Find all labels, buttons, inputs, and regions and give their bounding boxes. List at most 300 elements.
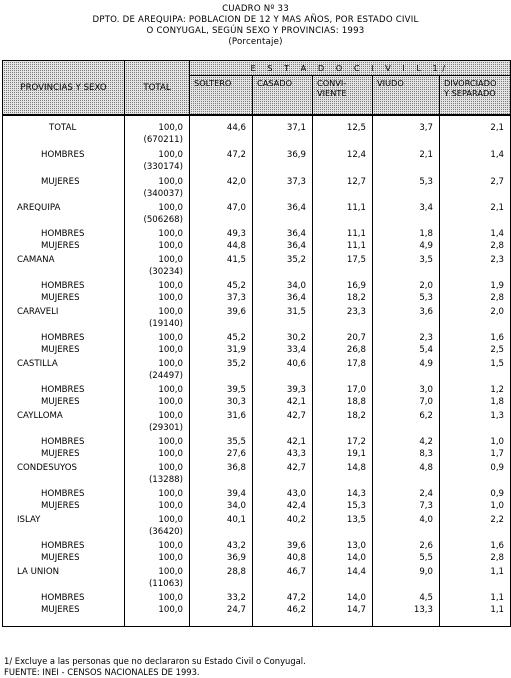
cell-casado: 35,2 (253, 255, 313, 267)
cell-absolute-total: (506268) (125, 215, 190, 227)
cell-soltero: 39,5 (190, 385, 253, 397)
cell-blank (313, 189, 373, 201)
cell-casado: 42,1 (253, 437, 313, 449)
cell-conviviente: 17,5 (313, 255, 373, 267)
row-label: HOMBRES (3, 150, 125, 162)
header-divorciado (440, 76, 511, 116)
cell-blank (190, 215, 253, 227)
row-label: MUJERES (3, 605, 125, 617)
table-row (3, 229, 511, 241)
cell-soltero: 39,4 (190, 489, 253, 501)
cell-blank (253, 475, 313, 487)
table-row (3, 203, 511, 215)
cell-casado: 36,4 (253, 229, 313, 241)
header-conviviente-line2: VIENTE (317, 88, 347, 98)
statistics-table (2, 60, 511, 627)
cell-viudo: 6,2 (373, 411, 440, 423)
cell-viudo: 13,3 (373, 605, 440, 617)
row-label: HOMBRES (3, 229, 125, 241)
cell-soltero: 35,2 (190, 359, 253, 371)
cell-viudo: 4,0 (373, 515, 440, 527)
row-label-blank (3, 319, 125, 331)
table-row (3, 307, 511, 319)
table-row-absolute (3, 135, 511, 147)
cell-blank (440, 189, 511, 201)
row-label-blank (3, 579, 125, 591)
cell-divorciado: 1,0 (440, 437, 511, 449)
table-row (3, 150, 511, 162)
cell-blank (313, 423, 373, 435)
cell-blank (190, 371, 253, 383)
cell-blank (440, 475, 511, 487)
row-label: CAMANA (3, 255, 125, 267)
cell-blank (253, 267, 313, 279)
table-row-absolute (3, 319, 511, 331)
cell-total: 100,0 (125, 489, 190, 501)
cell-conviviente: 17,0 (313, 385, 373, 397)
cell-viudo: 5,4 (373, 345, 440, 357)
cell-total: 100,0 (125, 307, 190, 319)
cell-total: 100,0 (125, 150, 190, 162)
cell-casado: 39,6 (253, 541, 313, 553)
footnote-1: 1/ Excluye a las personas que no declararon su Estado Civil o Conyugal. (4, 656, 306, 666)
table-row (3, 553, 511, 565)
table-row (3, 567, 511, 579)
cell-blank (313, 135, 373, 147)
cell-absolute-total: (670211) (125, 135, 190, 147)
cell-conviviente: 19,1 (313, 449, 373, 461)
cell-conviviente: 26,8 (313, 345, 373, 357)
source-note: FUENTE: INEI - CENSOS NACIONALES DE 1993. (4, 667, 200, 677)
cell-divorciado: 1,4 (440, 150, 511, 162)
cell-blank (373, 579, 440, 591)
cell-blank (190, 423, 253, 435)
cell-soltero: 35,5 (190, 437, 253, 449)
cell-casado: 36,4 (253, 203, 313, 215)
row-label: TOTAL (3, 123, 125, 135)
cell-conviviente: 14,8 (313, 463, 373, 475)
row-label: MUJERES (3, 241, 125, 253)
row-label: HOMBRES (3, 333, 125, 345)
cell-blank (313, 162, 373, 174)
cell-casado: 40,8 (253, 553, 313, 565)
cell-total: 100,0 (125, 123, 190, 135)
cell-soltero: 42,0 (190, 177, 253, 189)
cell-viudo: 2,3 (373, 333, 440, 345)
cell-conviviente: 14,7 (313, 605, 373, 617)
cell-casado: 34,0 (253, 281, 313, 293)
cell-viudo: 7,3 (373, 501, 440, 513)
cell-soltero: 34,0 (190, 501, 253, 513)
cell-total: 100,0 (125, 437, 190, 449)
cell-casado: 31,5 (253, 307, 313, 319)
cell-divorciado: 2,5 (440, 345, 511, 357)
table-row (3, 515, 511, 527)
cell-conviviente: 13,5 (313, 515, 373, 527)
cell-divorciado: 2,8 (440, 241, 511, 253)
cell-divorciado: 1,1 (440, 593, 511, 605)
row-label: AREQUIPA (3, 203, 125, 215)
cell-total: 100,0 (125, 241, 190, 253)
cell-total: 100,0 (125, 345, 190, 357)
cell-divorciado: 1,6 (440, 333, 511, 345)
cell-viudo: 3,0 (373, 385, 440, 397)
cell-blank (253, 319, 313, 331)
header-estado-civil: E S T A D O C I V I L 1/ (190, 61, 511, 76)
cell-viudo: 4,9 (373, 241, 440, 253)
table-row (3, 281, 511, 293)
table-row (3, 359, 511, 371)
cell-soltero: 24,7 (190, 605, 253, 617)
cell-casado: 47,2 (253, 593, 313, 605)
table-row-absolute (3, 189, 511, 201)
cell-absolute-total: (36420) (125, 527, 190, 539)
cell-blank (440, 423, 511, 435)
table-row (3, 437, 511, 449)
cell-viudo: 5,3 (373, 293, 440, 305)
row-label-blank (3, 135, 125, 147)
cell-viudo: 4,8 (373, 463, 440, 475)
cell-blank (190, 475, 253, 487)
cell-blank (373, 162, 440, 174)
row-label: CARAVELI (3, 307, 125, 319)
header-casado: CASADO (253, 76, 313, 116)
cell-casado: 46,2 (253, 605, 313, 617)
cell-divorciado: 2,1 (440, 203, 511, 215)
row-label: MUJERES (3, 345, 125, 357)
table-row (3, 463, 511, 475)
cell-blank (313, 267, 373, 279)
table-row-absolute (3, 423, 511, 435)
table-row (3, 501, 511, 513)
row-label: LA UNION (3, 567, 125, 579)
cell-soltero: 30,3 (190, 397, 253, 409)
row-label: HOMBRES (3, 281, 125, 293)
cell-casado: 33,4 (253, 345, 313, 357)
cell-blank (253, 162, 313, 174)
cell-conviviente: 14,0 (313, 593, 373, 605)
table-row-absolute (3, 215, 511, 227)
header-divorciado-line2: Y SEPARADO (444, 88, 496, 98)
table-row (3, 123, 511, 135)
table-row-absolute (3, 267, 511, 279)
cell-blank (313, 319, 373, 331)
header-divorciado-line1: DIVORCIADO (444, 78, 497, 88)
cell-conviviente: 17,2 (313, 437, 373, 449)
cell-total: 100,0 (125, 397, 190, 409)
cell-divorciado: 1,6 (440, 541, 511, 553)
cell-total: 100,0 (125, 333, 190, 345)
cell-casado: 37,3 (253, 177, 313, 189)
cell-total: 100,0 (125, 515, 190, 527)
cell-soltero: 47,2 (190, 150, 253, 162)
header-viudo: VIUDO (373, 76, 440, 116)
row-label-blank (3, 423, 125, 435)
cell-blank (190, 162, 253, 174)
cell-soltero: 44,6 (190, 123, 253, 135)
cell-conviviente: 12,7 (313, 177, 373, 189)
header-conviviente-line1: CONVI- (317, 78, 347, 88)
cell-total: 100,0 (125, 463, 190, 475)
cell-viudo: 3,5 (373, 255, 440, 267)
cell-divorciado: 1,7 (440, 449, 511, 461)
cell-viudo: 4,5 (373, 593, 440, 605)
cell-casado: 36,9 (253, 150, 313, 162)
row-label: HOMBRES (3, 437, 125, 449)
row-label: MUJERES (3, 553, 125, 565)
cell-conviviente: 13,0 (313, 541, 373, 553)
cell-divorciado: 1,4 (440, 229, 511, 241)
table-row-absolute (3, 371, 511, 383)
table-number: CUADRO Nº 33 (222, 4, 289, 14)
footnotes (4, 656, 306, 678)
cell-conviviente: 17,8 (313, 359, 373, 371)
cell-casado: 42,7 (253, 411, 313, 423)
cell-casado: 36,4 (253, 241, 313, 253)
cell-absolute-total: (330174) (125, 162, 190, 174)
cell-total: 100,0 (125, 553, 190, 565)
table-title-block (0, 4, 511, 48)
cell-casado: 37,1 (253, 123, 313, 135)
table-bottom (3, 616, 511, 627)
cell-blank (253, 135, 313, 147)
table-title-line1: DPTO. DE AREQUIPA: POBLACION DE 12 Y MAS AÑOS, POR ESTADO CIVIL (92, 15, 419, 25)
cell-soltero: 44,8 (190, 241, 253, 253)
cell-total: 100,0 (125, 449, 190, 461)
cell-conviviente: 14,0 (313, 553, 373, 565)
table-row (3, 345, 511, 357)
row-label: CONDESUYOS (3, 463, 125, 475)
cell-conviviente: 11,1 (313, 241, 373, 253)
cell-blank (440, 135, 511, 147)
cell-conviviente: 12,5 (313, 123, 373, 135)
table-row (3, 255, 511, 267)
header-conviviente (313, 76, 373, 116)
cell-conviviente: 11,1 (313, 229, 373, 241)
cell-blank (190, 135, 253, 147)
row-label: MUJERES (3, 501, 125, 513)
cell-soltero: 27,6 (190, 449, 253, 461)
table-row (3, 241, 511, 253)
cell-viudo: 3,7 (373, 123, 440, 135)
cell-viudo: 5,3 (373, 177, 440, 189)
cell-casado: 46,7 (253, 567, 313, 579)
cell-soltero: 31,6 (190, 411, 253, 423)
cell-total: 100,0 (125, 255, 190, 267)
cell-blank (373, 215, 440, 227)
cell-conviviente: 18,2 (313, 411, 373, 423)
row-label: HOMBRES (3, 489, 125, 501)
cell-blank (373, 189, 440, 201)
cell-total: 100,0 (125, 177, 190, 189)
cell-soltero: 36,9 (190, 553, 253, 565)
table-row (3, 385, 511, 397)
row-label: MUJERES (3, 397, 125, 409)
cell-viudo: 5,5 (373, 553, 440, 565)
cell-absolute-total: (13288) (125, 475, 190, 487)
table-row (3, 489, 511, 501)
row-label: HOMBRES (3, 541, 125, 553)
cell-blank (373, 135, 440, 147)
table-row (3, 177, 511, 189)
cell-divorciado: 1,2 (440, 385, 511, 397)
cell-blank (190, 189, 253, 201)
table-title-line2: O CONYUGAL, SEGÚN SEXO Y PROVINCIAS: 1993 (146, 26, 365, 36)
table-row (3, 449, 511, 461)
cell-divorciado: 1,1 (440, 605, 511, 617)
row-label-blank (3, 162, 125, 174)
cell-soltero: 33,2 (190, 593, 253, 605)
table-row-absolute (3, 162, 511, 174)
cell-total: 100,0 (125, 541, 190, 553)
cell-blank (253, 527, 313, 539)
cell-blank (253, 371, 313, 383)
cell-total: 100,0 (125, 359, 190, 371)
row-label: HOMBRES (3, 593, 125, 605)
row-label: ISLAY (3, 515, 125, 527)
cell-absolute-total: (30234) (125, 267, 190, 279)
cell-blank (253, 215, 313, 227)
cell-conviviente: 18,8 (313, 397, 373, 409)
cell-blank (313, 215, 373, 227)
cell-viudo: 1,8 (373, 229, 440, 241)
cell-blank (373, 423, 440, 435)
cell-casado: 36,4 (253, 293, 313, 305)
cell-viudo: 2,4 (373, 489, 440, 501)
cell-total: 100,0 (125, 567, 190, 579)
cell-blank (373, 371, 440, 383)
cell-casado: 39,3 (253, 385, 313, 397)
cell-total: 100,0 (125, 203, 190, 215)
cell-blank (440, 215, 511, 227)
cell-divorciado: 2,3 (440, 255, 511, 267)
cell-divorciado: 0,9 (440, 489, 511, 501)
cell-casado: 40,6 (253, 359, 313, 371)
row-label-blank (3, 189, 125, 201)
cell-viudo: 8,3 (373, 449, 440, 461)
cell-blank (313, 475, 373, 487)
cell-total: 100,0 (125, 385, 190, 397)
cell-total: 100,0 (125, 281, 190, 293)
table-row-absolute (3, 475, 511, 487)
row-label-blank (3, 371, 125, 383)
cell-divorciado: 1,0 (440, 501, 511, 513)
table-row (3, 411, 511, 423)
table-body (3, 115, 511, 627)
cell-soltero: 47,0 (190, 203, 253, 215)
cell-blank (373, 267, 440, 279)
cell-divorciado: 1,8 (440, 397, 511, 409)
cell-blank (190, 579, 253, 591)
cell-divorciado: 1,5 (440, 359, 511, 371)
table-row-absolute (3, 579, 511, 591)
cell-casado: 42,1 (253, 397, 313, 409)
header-provincias: PROVINCIAS Y SEXO (3, 61, 125, 116)
cell-total: 100,0 (125, 229, 190, 241)
cell-soltero: 31,9 (190, 345, 253, 357)
cell-soltero: 37,3 (190, 293, 253, 305)
cell-blank (190, 267, 253, 279)
row-label-blank (3, 215, 125, 227)
cell-blank (313, 527, 373, 539)
table-row (3, 293, 511, 305)
row-label: MUJERES (3, 293, 125, 305)
cell-total: 100,0 (125, 501, 190, 513)
cell-blank (253, 189, 313, 201)
cell-viudo: 2,6 (373, 541, 440, 553)
cell-casado: 40,2 (253, 515, 313, 527)
cell-divorciado: 2,2 (440, 515, 511, 527)
row-label-blank (3, 475, 125, 487)
cell-soltero: 39,6 (190, 307, 253, 319)
row-label: MUJERES (3, 449, 125, 461)
cell-blank (440, 162, 511, 174)
cell-casado: 30,2 (253, 333, 313, 345)
row-label: MUJERES (3, 177, 125, 189)
cell-absolute-total: (11063) (125, 579, 190, 591)
row-label-blank (3, 267, 125, 279)
cell-divorciado: 1,9 (440, 281, 511, 293)
cell-blank (313, 579, 373, 591)
cell-total: 100,0 (125, 593, 190, 605)
cell-absolute-total: (24497) (125, 371, 190, 383)
cell-absolute-total: (19140) (125, 319, 190, 331)
cell-casado: 43,0 (253, 489, 313, 501)
cell-divorciado: 2,0 (440, 307, 511, 319)
cell-casado: 42,4 (253, 501, 313, 513)
cell-casado: 43,3 (253, 449, 313, 461)
cell-conviviente: 15,3 (313, 501, 373, 513)
cell-conviviente: 20,7 (313, 333, 373, 345)
cell-viudo: 3,6 (373, 307, 440, 319)
cell-blank (253, 423, 313, 435)
cell-viudo: 2,1 (373, 150, 440, 162)
cell-blank (190, 319, 253, 331)
row-label-blank (3, 527, 125, 539)
cell-blank (373, 527, 440, 539)
cell-conviviente: 14,4 (313, 567, 373, 579)
cell-conviviente: 14,3 (313, 489, 373, 501)
cell-soltero: 36,8 (190, 463, 253, 475)
cell-conviviente: 12,4 (313, 150, 373, 162)
cell-blank (440, 579, 511, 591)
cell-soltero: 49,3 (190, 229, 253, 241)
cell-blank (253, 579, 313, 591)
cell-viudo: 4,2 (373, 437, 440, 449)
cell-soltero: 45,2 (190, 281, 253, 293)
cell-divorciado: 1,3 (440, 411, 511, 423)
row-label: HOMBRES (3, 385, 125, 397)
cell-absolute-total: (340037) (125, 189, 190, 201)
table-row (3, 593, 511, 605)
cell-viudo: 7,0 (373, 397, 440, 409)
cell-divorciado: 0,9 (440, 463, 511, 475)
row-label: CASTILLA (3, 359, 125, 371)
cell-casado: 42,7 (253, 463, 313, 475)
cell-soltero: 28,8 (190, 567, 253, 579)
cell-divorciado: 2,8 (440, 553, 511, 565)
cell-absolute-total: (29301) (125, 423, 190, 435)
cell-viudo: 2,0 (373, 281, 440, 293)
cell-blank (373, 475, 440, 487)
cell-viudo: 4,9 (373, 359, 440, 371)
cell-soltero: 41,5 (190, 255, 253, 267)
cell-total: 100,0 (125, 411, 190, 423)
cell-conviviente: 18,2 (313, 293, 373, 305)
cell-divorciado: 2,8 (440, 293, 511, 305)
cell-divorciado: 2,7 (440, 177, 511, 189)
table-row (3, 333, 511, 345)
